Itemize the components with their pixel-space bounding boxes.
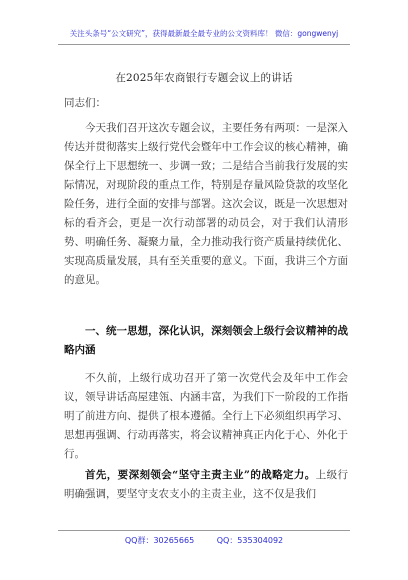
footer-qq-group: QQ群：30265665 bbox=[124, 536, 195, 545]
document-title: 在2025年农商银行专题会议上的讲话 bbox=[115, 72, 293, 84]
paragraph-section1: 不久前，上级行成功召开了第一次党代会及年中工作会议，领导讲话高屋建瓴、内涵丰富，为我们下一阶段的工作指明了前进方向、提供了根本遵循。全行上下必须组织再学习、思想再强调、行动再落实，将会议精神真正内化于心、外化于行。 bbox=[64, 372, 348, 460]
first-point-lead: 首先，要深刻领会“坚守主责主业”的战略定力。 bbox=[85, 469, 316, 481]
header-note: 关注头条号“公文研究”，获得最新最全最专业的公文资料库！ 微信：gongwenyj bbox=[69, 29, 339, 38]
paragraph-first-point bbox=[64, 466, 348, 504]
footer-qq: QQ：535304092 bbox=[216, 536, 284, 545]
salutation: 同志们： bbox=[64, 97, 106, 109]
footer-contacts bbox=[0, 535, 408, 546]
header-rule bbox=[58, 44, 350, 45]
first-point-text: 上级行明确强调，要坚守支农支小的主责主业，这不仅是我们 bbox=[64, 469, 348, 500]
paragraph-intro: 今天我们召开这次专题会议，主要任务有两项：一是深入传达并贯彻落实上级行党代会暨年中工作会议的核心精神，确保全行上下思想统一、步调一致；二是结合当前我行发展的实际情况，对现阶段的重点工作，特别是存量风险贷款的攻坚化险任务，进行全面的安排与部署。这次会议，既是一次思想对标的看齐会，更是一次行动部署的动员会，对于我们认清形势、明确任务、凝聚力量，全力推动我行资产质量持续优化、实现高质量发展，具有至关重要的意义。下面，我讲三个方面的意见。 bbox=[64, 122, 348, 286]
section-heading-1: 一、统一思想，深化认识，深刻领会上级行会议精神的战略内涵 bbox=[64, 325, 348, 356]
footer-rule bbox=[58, 530, 350, 531]
